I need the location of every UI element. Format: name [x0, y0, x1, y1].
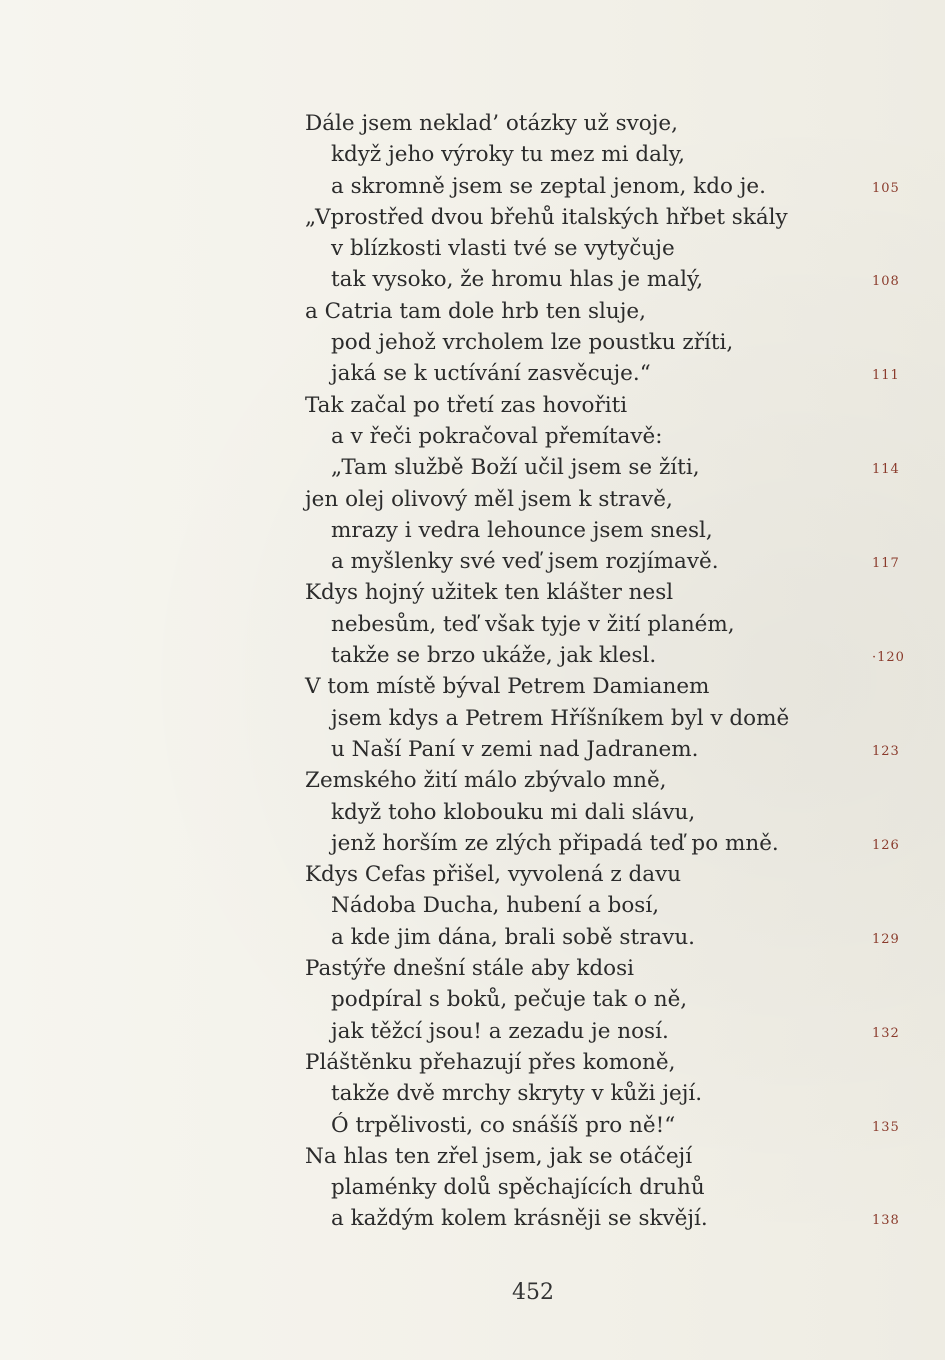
- verse-text: jenž horším ze zlých připadá teď po mně.: [331, 830, 779, 856]
- verse-line: [0, 1110, 945, 1141]
- verse-text: a Catria tam dole hrb ten sluje,: [305, 298, 646, 324]
- verse-text: Zemského žití málo zbývalo mně,: [305, 768, 667, 794]
- verse-text: jak těžcí jsou! a zezadu je nosí.: [331, 1018, 669, 1044]
- verse-line: [0, 1203, 945, 1234]
- line-number: 132: [872, 1025, 900, 1041]
- verse-line: [0, 264, 945, 295]
- verse-line: [0, 202, 945, 233]
- verse-line: [0, 171, 945, 202]
- verse-line: [0, 828, 945, 859]
- verse-text: Pastýře dnešní stále aby kdosi: [305, 956, 635, 982]
- verse-text: Ó trpělivosti, co snášíš pro ně!“: [331, 1112, 676, 1138]
- verse-line: [0, 233, 945, 264]
- line-number: 111: [872, 368, 900, 384]
- verse-text: Tak začal po třetí zas hovořiti: [305, 392, 628, 418]
- verse-line: [0, 671, 945, 702]
- verse-text: takže se brzo ukáže, jak klesl.: [331, 643, 657, 669]
- verse-text: jsem kdys a Petrem Hříšníkem byl v domě: [331, 705, 790, 731]
- verse-text: když toho klobouku mi dali slávu,: [331, 799, 696, 825]
- verse-line: [0, 922, 945, 953]
- verse-line: [0, 139, 945, 170]
- line-number: ·120: [872, 650, 905, 666]
- verse-line: [0, 1016, 945, 1047]
- line-number: 129: [872, 931, 900, 947]
- line-number: 135: [872, 1119, 900, 1135]
- verse-line: [0, 421, 945, 452]
- verse-line: [0, 358, 945, 389]
- line-number: 117: [872, 556, 900, 572]
- verse-text: a kde jim dána, brali sobě stravu.: [331, 924, 696, 950]
- line-number: 138: [872, 1213, 900, 1229]
- verse-text: Na hlas ten zřel jsem, jak se otáčejí: [305, 1143, 693, 1169]
- verse-text: jaká se k uctívání zasvěcuje.“: [331, 361, 651, 387]
- verse-line: [0, 108, 945, 139]
- verse-line: [0, 765, 945, 796]
- verse-text: a v řeči pokračoval přemítavě:: [331, 423, 663, 449]
- verse-text: když jeho výroky tu mez mi daly,: [331, 142, 685, 168]
- verse-line: [0, 452, 945, 483]
- verse-text: Pláštěnku přehazují přes komoně,: [305, 1049, 676, 1075]
- verse-text: V tom místě býval Petrem Damianem: [305, 674, 710, 700]
- verse-line: [0, 515, 945, 546]
- verse-text: a myšlenky své veď jsem rozjímavě.: [331, 549, 719, 575]
- verse-line: [0, 609, 945, 640]
- verse-text: „Tam službě Boží učil jsem se žíti,: [331, 455, 700, 481]
- verse-line: [0, 734, 945, 765]
- line-number: 105: [872, 180, 900, 196]
- verse-text: takže dvě mrchy skryty v kůži její.: [331, 1081, 703, 1107]
- line-number: 126: [872, 837, 900, 853]
- verse-line: [0, 640, 945, 671]
- verse-text: jen olej olivový měl jsem k stravě,: [305, 486, 673, 512]
- verse-text: v blízkosti vlasti tvé se vytyčuje: [331, 236, 675, 262]
- verse-text: mrazy i vedra lehounce jsem snesl,: [331, 517, 713, 543]
- verse-line: [0, 1141, 945, 1172]
- verse-text: Kdys Cefas přišel, vyvolená z davu: [305, 862, 682, 888]
- verse-line: [0, 1172, 945, 1203]
- verse-line: [0, 327, 945, 358]
- verse-text: „Vprostřed dvou břehů italských hřbet skály: [305, 204, 788, 230]
- verse-text: pod jehož vrcholem lze poustku zříti,: [331, 330, 734, 356]
- poem-text: [0, 108, 945, 1235]
- line-number: 108: [872, 274, 900, 290]
- verse-line: [0, 546, 945, 577]
- verse-text: podpíral s boků, pečuje tak o ně,: [331, 987, 688, 1013]
- verse-line: [0, 296, 945, 327]
- verse-line: [0, 859, 945, 890]
- verse-line: [0, 390, 945, 421]
- verse-text: nebesům, teď však tyje v žití planém,: [331, 611, 735, 637]
- verse-text: Dále jsem neklad’ otázky už svoje,: [305, 111, 678, 136]
- verse-text: a každým kolem krásněji se skvějí.: [331, 1206, 708, 1232]
- verse-text: u Naší Paní v zemi nad Jadranem.: [331, 736, 699, 762]
- page-number-label: 452: [512, 1280, 554, 1305]
- verse-line: [0, 484, 945, 515]
- verse-text: Nádoba Ducha, hubení a bosí,: [331, 893, 660, 919]
- verse-line: [0, 984, 945, 1015]
- verse-line: [0, 890, 945, 921]
- verse-line: [0, 577, 945, 608]
- verse-text: Kdys hojný užitek ten klášter nesl: [305, 580, 674, 606]
- verse-line: [0, 703, 945, 734]
- line-number: 123: [872, 743, 900, 759]
- verse-line: [0, 1078, 945, 1109]
- verse-text: plaménky dolů spěchajících druhů: [331, 1175, 705, 1201]
- verse-text: a skromně jsem se zeptal jenom, kdo je.: [331, 173, 766, 199]
- verse-line: [0, 953, 945, 984]
- verse-line: [0, 1047, 945, 1078]
- line-number: 114: [872, 462, 900, 478]
- verse-text: tak vysoko, že hromu hlas je malý,: [331, 267, 704, 293]
- verse-line: [0, 797, 945, 828]
